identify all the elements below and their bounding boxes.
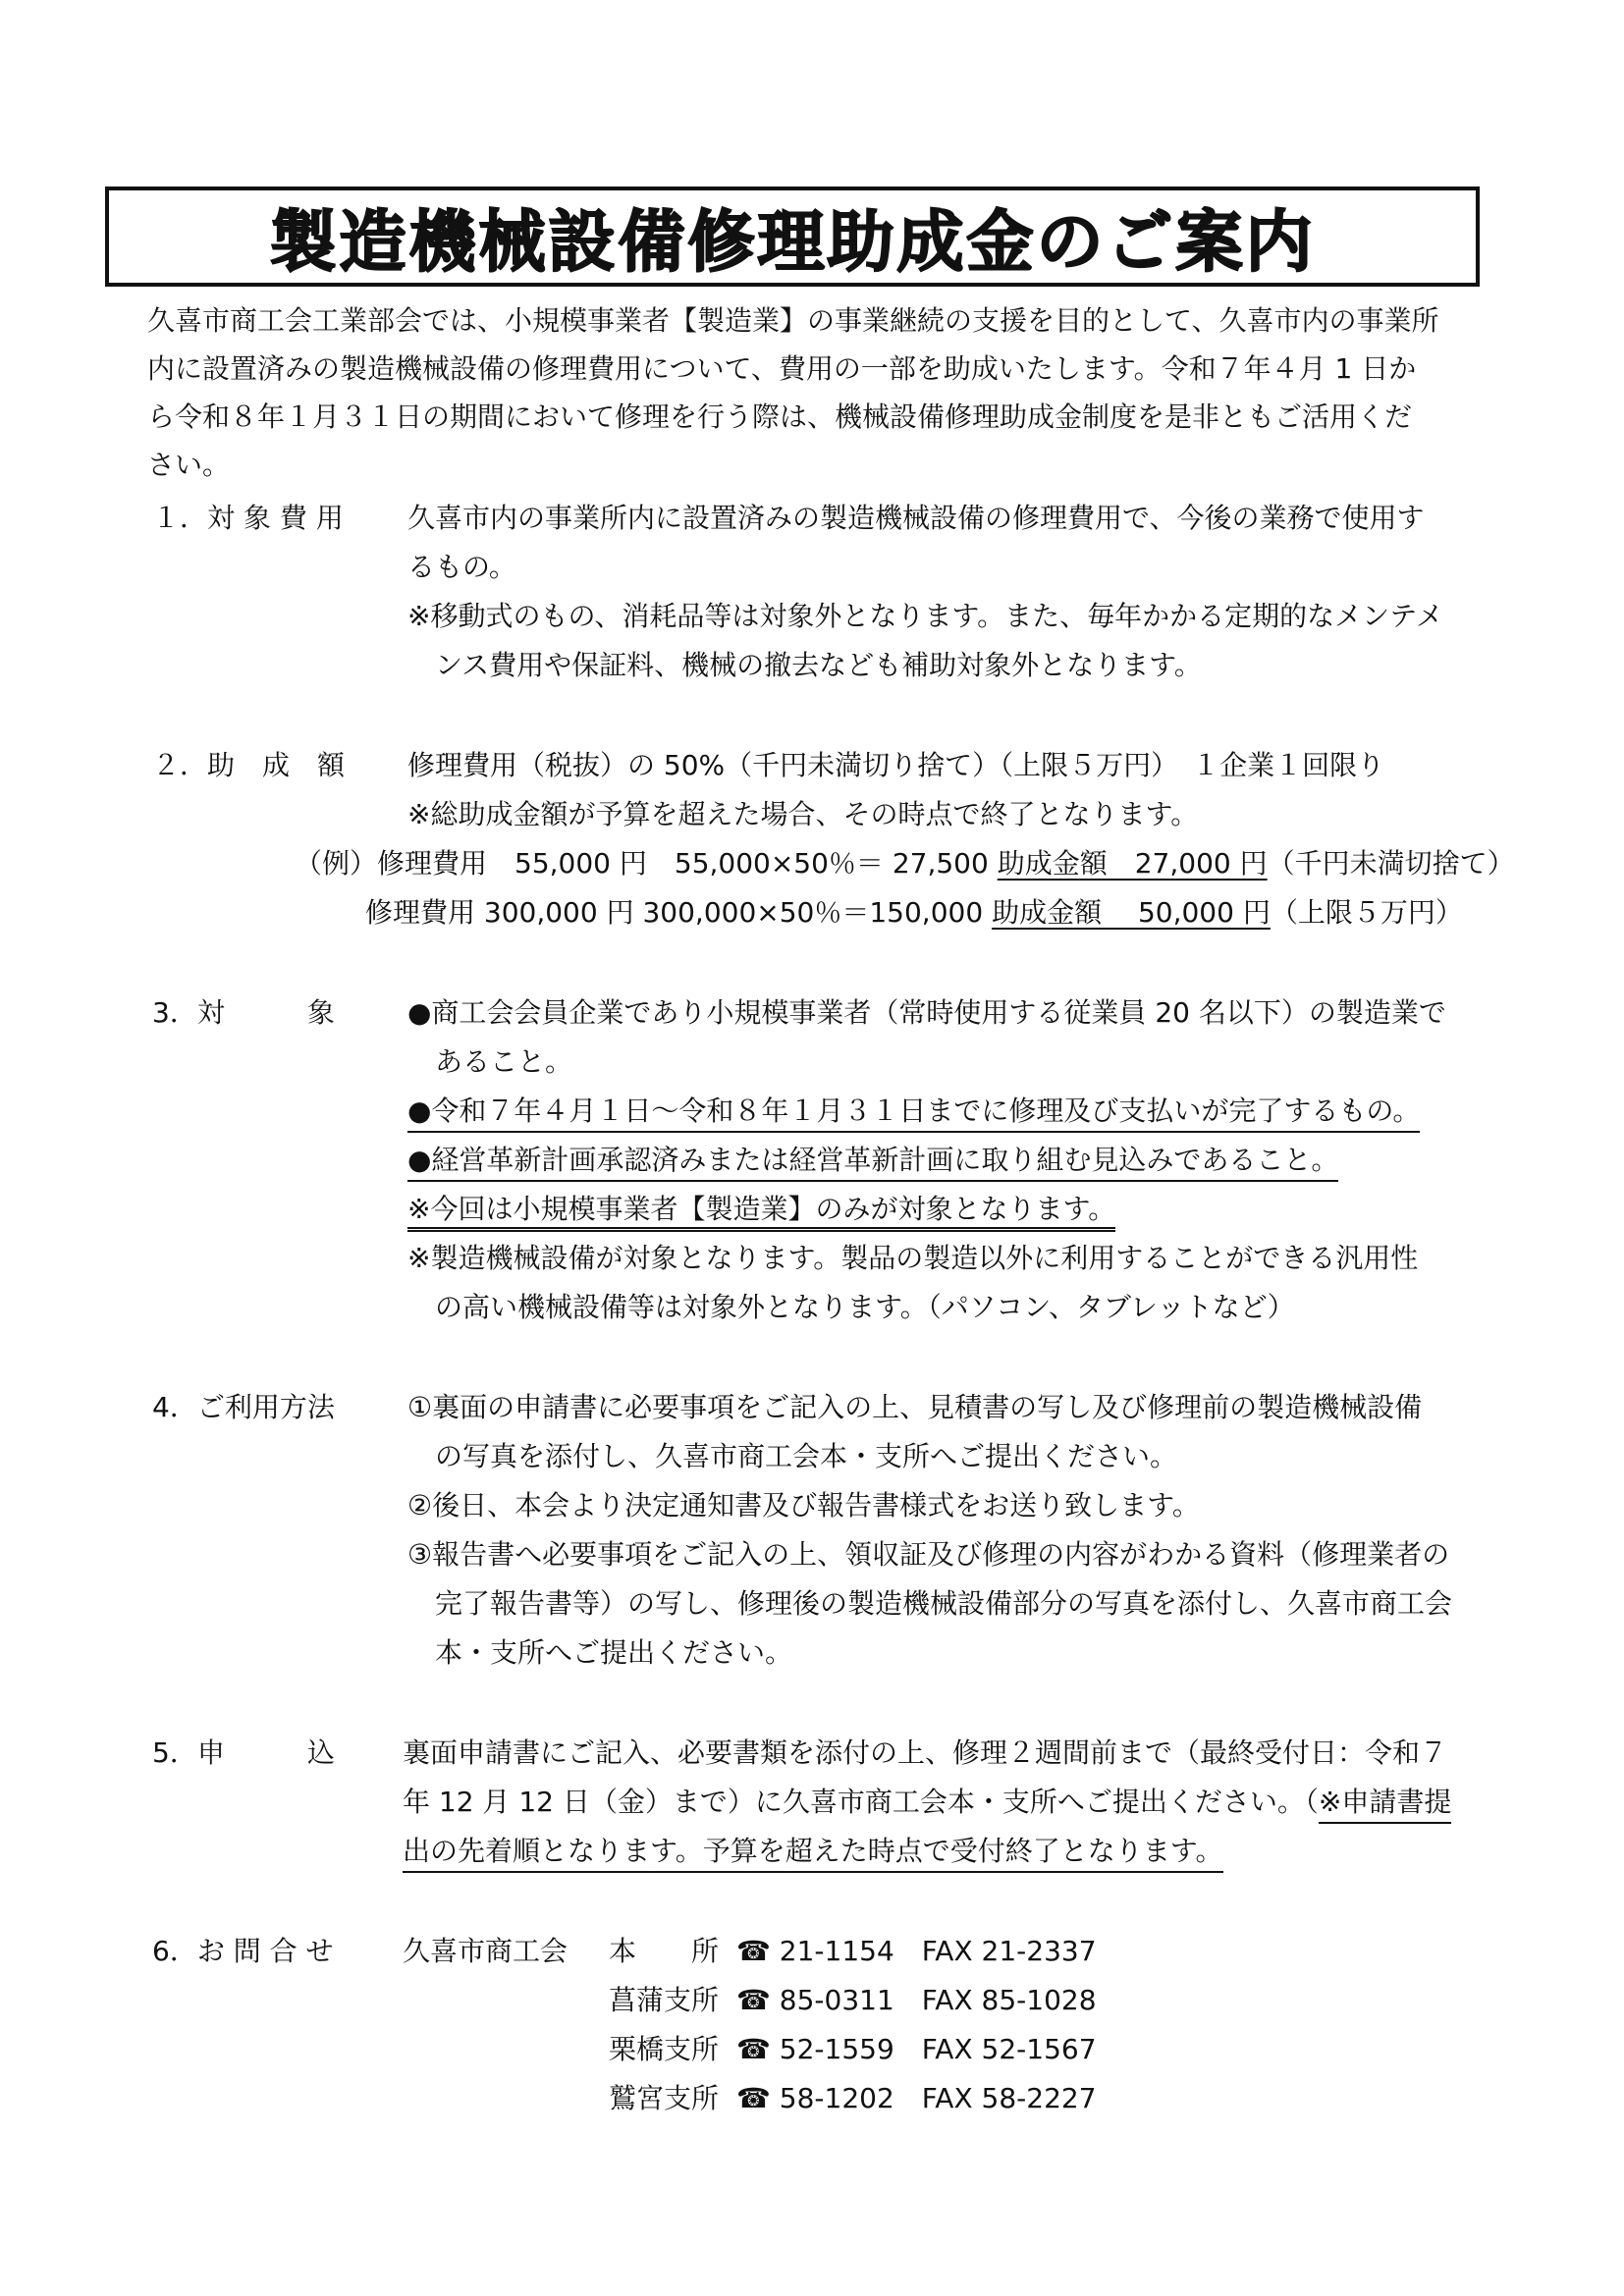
section-5-line-wrap: [403, 1827, 1223, 1876]
office-tel: ☎ 21-1154 FAX 21-2337: [736, 1935, 1097, 1967]
section-4-step-cont: 本・支所へご提出ください。: [435, 1636, 793, 1669]
section-1-line: るもの。: [407, 551, 516, 583]
section-4-step-cont: の写真を添付し、久喜市商工会本・支所へご提出ください。: [435, 1440, 1178, 1472]
section-3-note: ※今回は小規模事業者【製造業】のみが対象となります。: [407, 1193, 1115, 1232]
office-tel: ☎ 85-0311 FAX 85-1028: [736, 1984, 1097, 2016]
section-5-underlined: 出の先着順となります。予算を超えた時点で受付終了となります。: [403, 1835, 1223, 1873]
office-name: 鷲宮支所: [609, 2082, 720, 2114]
office-name: 本 所: [609, 1935, 720, 1967]
section-3-label: 3．対 象: [152, 996, 335, 1029]
section-2-label: ２．助 成 額: [152, 749, 346, 781]
office-name: 菖蒲支所: [609, 1984, 720, 2016]
section-1-note: ※移動式のもの、消耗品等は対象外となります。また、毎年かかる定期的なメンテメ: [407, 600, 1443, 632]
office-tel: ☎ 58-1202 FAX 58-2227: [736, 2082, 1097, 2114]
example-2: [365, 888, 1463, 937]
section-6-label: 6．お 問 合 せ: [152, 1935, 334, 1967]
section-1-note: ンス費用や保証料、機械の撤去なども補助対象外となります。: [435, 649, 1202, 681]
section-4-step-cont: 完了報告書等）の写し、修理後の製造機械設備部分の写真を添付し、久喜市商工会: [435, 1587, 1453, 1620]
section-4-step: ③報告書へ必要事項をご記入の上、領収証及び修理の内容がわかる資料（修理業者の: [407, 1538, 1450, 1571]
example-1-note: （千円未満切捨て）: [1267, 847, 1515, 880]
section-3-note: ※製造機械設備が対象となります。製品の製造以外に利用することができる汎用性: [407, 1242, 1419, 1274]
title-box: [105, 187, 1480, 287]
example-1-calc: （例）修理費用 55,000 円 55,000×50％＝ 27,500: [295, 847, 989, 880]
intro-line: さい。: [147, 449, 231, 481]
section-4-label: 4．ご利用方法: [152, 1391, 335, 1423]
section-3-bullet: ●商工会会員企業であり小規模事業者（常時使用する従業員 20 名以下）の製造業で: [407, 996, 1446, 1029]
example-1: [295, 839, 1515, 888]
section-5-text: 年 12 月 12 日（金）まで）に久喜市商工会本・支所へご提出ください。（: [403, 1786, 1319, 1818]
section-5-line: [403, 1778, 1451, 1827]
intro-line: ら令和８年１月３１日の期間において修理を行う際は、機械設備修理助成金制度を是非ともご活用くだ: [147, 400, 1413, 433]
example-2-note: （上限５万円）: [1270, 896, 1463, 929]
example-1-amount: 助成金額 27,000 円: [997, 847, 1268, 880]
section-2-line: 修理費用（税抜）の 50%（千円未満切り捨て）（上限５万円） １企業１回限り: [407, 749, 1385, 781]
section-5-underlined: ※申請書提: [1319, 1786, 1451, 1824]
intro-line: 内に設置済みの製造機械設備の修理費用について、費用の一部を助成いたします。令和７年４月 1 日か: [147, 352, 1417, 385]
section-1-line: 久喜市内の事業所内に設置済みの製造機械設備の修理費用で、今後の業務で使用す: [407, 502, 1425, 534]
contact-row: [609, 2074, 1198, 2123]
section-3-note-wrap: [407, 1185, 1115, 1234]
page-title: 製造機械設備修理助成金のご案内: [269, 203, 1316, 282]
intro-line: 久喜市商工会工業部会では、小規模事業者【製造業】の事業継続の支援を目的として、久喜市内の事業所: [147, 304, 1439, 337]
section-5-line: 裏面申請書にご記入、必要書類を添付の上、修理２週間前まで（最終受付日：令和７: [403, 1736, 1448, 1769]
section-3-bullet-wrap: [407, 1087, 1420, 1136]
example-2-calc: 修理費用 300,000 円 300,000×50％＝150,000: [365, 896, 984, 929]
example-2-amount: 助成金額 50,000 円: [992, 896, 1271, 929]
section-4-step: ①裏面の申請書に必要事項をご記入の上、見積書の写し及び修理前の製造機械設備: [407, 1391, 1423, 1423]
office-name: 栗橋支所: [609, 2033, 720, 2065]
section-3-bullet-wrap: [407, 1136, 1338, 1185]
contact-row: [609, 2025, 1198, 2074]
section-3-bullet: ●経営革新計画承認済みまたは経営革新計画に取り組む見込みであること。: [407, 1144, 1338, 1182]
section-3-bullet-cont: あること。: [435, 1045, 573, 1078]
intro-paragraph: [147, 296, 1492, 489]
office-tel: ☎ 52-1559 FAX 52-1567: [736, 2033, 1097, 2065]
section-3-bullet: ●令和７年４月１日～令和８年１月３１日までに修理及び支払いが完了するもの。: [407, 1095, 1420, 1133]
section-1-label: １．対 象 費 用: [152, 502, 344, 534]
section-3-note-cont: の高い機械設備等は対象外となります。（パソコン、タブレットなど）: [435, 1291, 1295, 1323]
contact-row: [609, 1927, 1198, 1976]
contact-row: [609, 1976, 1198, 2025]
contact-org: 久喜市商工会: [403, 1935, 568, 1967]
section-4-step: ②後日、本会より決定通知書及び報告書様式をお送り致します。: [407, 1489, 1200, 1522]
section-5-label: 5．申 込: [152, 1736, 335, 1769]
section-2-note: ※総助成金額が予算を超えた場合、その時点で終了となります。: [407, 798, 1199, 830]
